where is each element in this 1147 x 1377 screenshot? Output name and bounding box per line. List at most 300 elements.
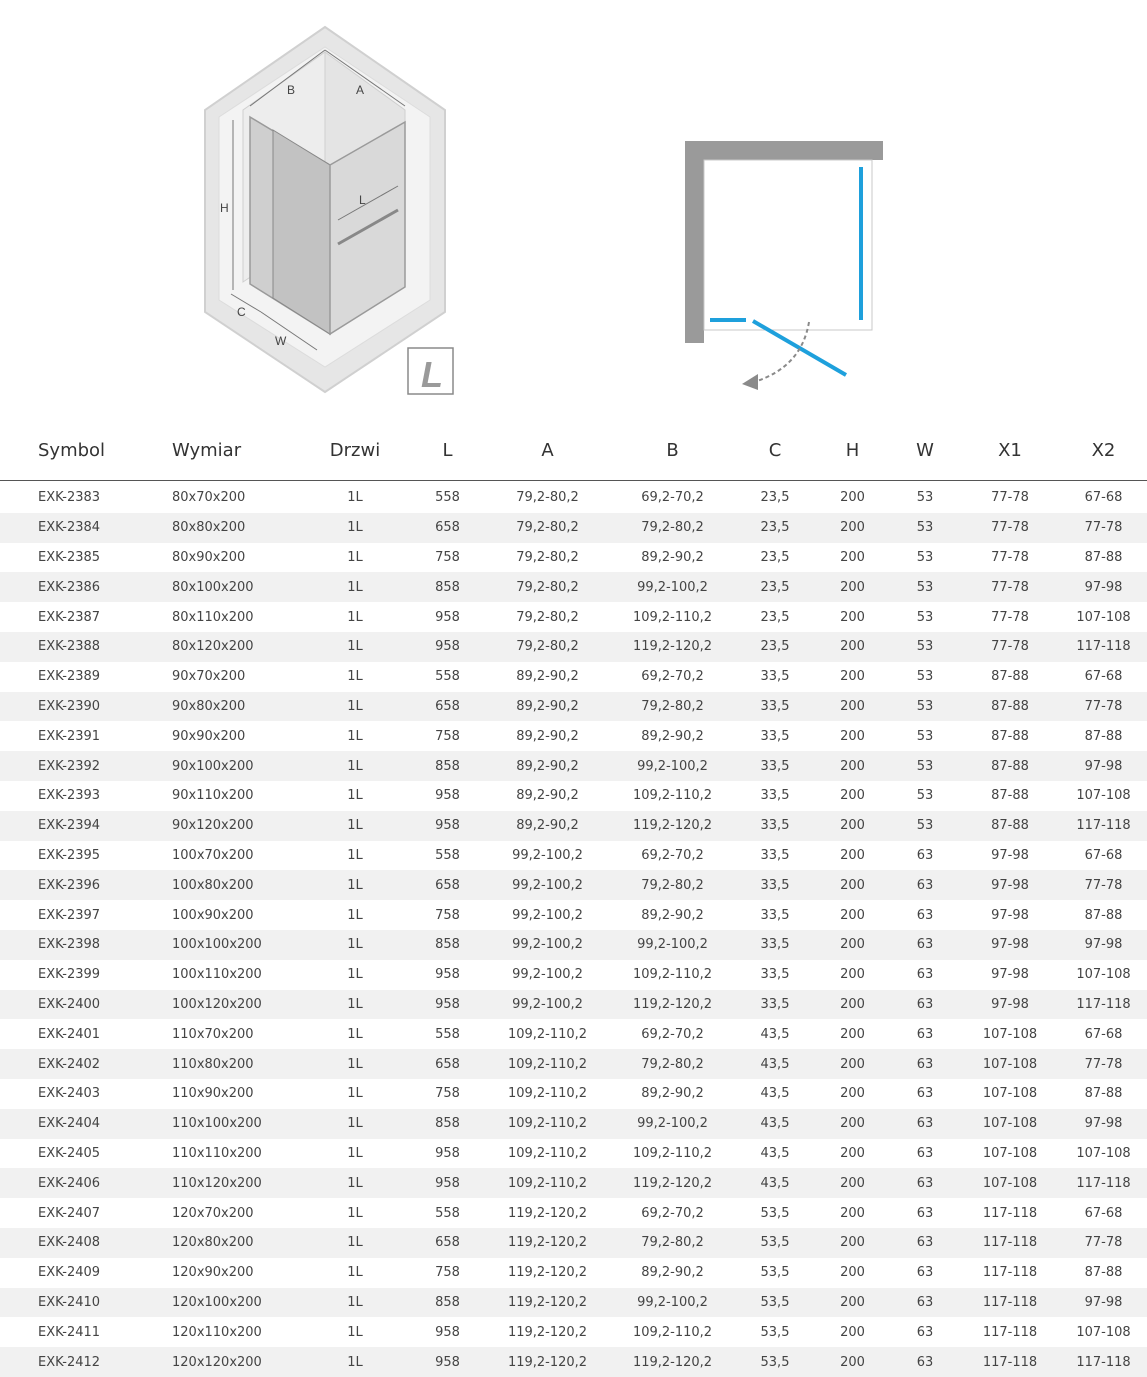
cell-x1: 87-88	[960, 751, 1060, 781]
cell-x1: 97-98	[991, 967, 1029, 983]
cell-x1: 77-78	[960, 572, 1060, 602]
cell-drzwi: 1L	[300, 1168, 410, 1198]
cell-w: 63	[890, 1049, 960, 1079]
cell-b: 109,2-110,2	[632, 788, 713, 804]
cell-wymiar: 120x90x200	[172, 1265, 254, 1281]
cell-c: 23,5	[760, 549, 790, 565]
cell-l: 658	[410, 692, 485, 722]
cell-w: 63	[916, 1265, 934, 1281]
cell-x1: 77-78	[960, 632, 1060, 662]
cell-x1: 97-98	[960, 930, 1060, 960]
cell-drzwi: 1L	[300, 692, 410, 722]
cell-a: 79,2-80,2	[516, 609, 579, 625]
cell-l: 858	[410, 930, 485, 960]
cell-drzwi: 1L	[300, 930, 410, 960]
cell-l: 958	[410, 811, 485, 841]
cell-b: 109,2-110,2	[632, 1145, 713, 1161]
cell-x2: 117-118	[1060, 1347, 1147, 1377]
cell-b: 89,2-90,2	[641, 907, 704, 923]
cell-b: 79,2-80,2	[610, 1049, 735, 1079]
cell-w: 63	[890, 1347, 960, 1377]
cell-wymiar: 80x110x200	[172, 609, 254, 625]
cell-l: 658	[410, 1049, 485, 1079]
cell-x2: 87-88	[1084, 728, 1123, 744]
cell-x1: 77-78	[991, 549, 1029, 565]
column-header-drzwi: Drzwi	[300, 420, 410, 481]
cell-x1: 117-118	[982, 1265, 1038, 1281]
cell-l: 658	[410, 513, 485, 543]
cell-h: 200	[815, 811, 890, 841]
cell-h: 200	[815, 870, 890, 900]
cell-w: 63	[916, 907, 934, 923]
table-row	[0, 692, 1147, 722]
cell-wymiar: 110x90x200	[172, 1086, 254, 1102]
cell-w: 63	[916, 1205, 934, 1221]
cell-b: 69,2-70,2	[641, 847, 704, 863]
cell-a: 89,2-90,2	[485, 692, 610, 722]
cell-wymiar: 80x100x200	[160, 572, 300, 602]
cell-h: 200	[815, 990, 890, 1020]
column-header-l: L	[410, 420, 485, 481]
cell-symbol: EXK-2408	[0, 1228, 160, 1258]
cell-wymiar: 120x110x200	[172, 1324, 262, 1340]
cell-c: 33,5	[760, 907, 790, 923]
tray-outline	[704, 160, 872, 330]
cell-drzwi: 1L	[300, 572, 410, 602]
cell-drzwi: 1L	[347, 490, 363, 506]
cell-drzwi: 1L	[300, 1109, 410, 1139]
cell-wymiar: 100x90x200	[172, 907, 254, 923]
cell-h: 200	[840, 847, 865, 863]
cell-x1: 117-118	[960, 1347, 1060, 1377]
cell-h: 200	[815, 513, 890, 543]
label-l: L	[359, 193, 366, 207]
cell-a: 119,2-120,2	[485, 1228, 610, 1258]
cell-symbol: EXK-2401	[38, 1026, 101, 1042]
cell-x2: 67-68	[1084, 490, 1123, 506]
cell-l: 558	[435, 490, 460, 506]
cell-symbol: EXK-2404	[0, 1109, 160, 1139]
table-row	[0, 513, 1147, 543]
cell-drzwi: 1L	[347, 788, 363, 804]
cell-a: 109,2-110,2	[485, 1109, 610, 1139]
column-header-symbol: Symbol	[0, 420, 160, 481]
cell-drzwi: 1L	[347, 1145, 363, 1161]
cell-x2: 87-88	[1084, 1265, 1123, 1281]
cell-c: 53,5	[735, 1288, 815, 1318]
cell-wymiar: 100x100x200	[160, 930, 300, 960]
cell-c: 33,5	[760, 967, 790, 983]
cell-drzwi: 1L	[347, 1205, 363, 1221]
cell-symbol: EXK-2388	[0, 632, 160, 662]
cell-drzwi: 1L	[347, 1026, 363, 1042]
product-figures	[0, 0, 1147, 420]
cell-h: 200	[840, 728, 865, 744]
cell-l: 858	[410, 751, 485, 781]
cell-x1: 107-108	[960, 1049, 1060, 1079]
cell-drzwi: 1L	[300, 870, 410, 900]
cell-x2: 87-88	[1084, 1086, 1123, 1102]
cell-h: 200	[815, 930, 890, 960]
cell-wymiar: 120x80x200	[160, 1228, 300, 1258]
cell-w: 63	[916, 1086, 934, 1102]
cell-a: 79,2-80,2	[516, 490, 579, 506]
cell-l: 558	[435, 847, 460, 863]
cell-h: 200	[815, 632, 890, 662]
table-row	[0, 1288, 1147, 1318]
table-row	[0, 481, 1147, 513]
cell-symbol: EXK-2395	[38, 847, 101, 863]
cell-l: 758	[435, 549, 460, 565]
cell-x1: 117-118	[960, 1228, 1060, 1258]
cell-x1: 107-108	[982, 1145, 1038, 1161]
table-row	[0, 1317, 1147, 1347]
cell-w: 63	[916, 967, 934, 983]
cell-c: 33,5	[735, 692, 815, 722]
table-row	[0, 960, 1147, 990]
cell-x2: 97-98	[1060, 751, 1147, 781]
cell-symbol: EXK-2394	[0, 811, 160, 841]
cell-h: 200	[840, 1205, 865, 1221]
cell-drzwi: 1L	[347, 847, 363, 863]
cell-drzwi: 1L	[347, 967, 363, 983]
table-header-row	[0, 420, 1147, 481]
door-swing-arrow	[754, 322, 809, 382]
cell-wymiar: 110x110x200	[172, 1145, 262, 1161]
cell-a: 119,2-120,2	[485, 1288, 610, 1318]
cell-h: 200	[815, 751, 890, 781]
cell-x2: 97-98	[1060, 572, 1147, 602]
cell-h: 200	[840, 1265, 865, 1281]
cell-symbol: EXK-2409	[38, 1265, 101, 1281]
cell-c: 23,5	[735, 632, 815, 662]
cell-symbol: EXK-2391	[38, 728, 101, 744]
cell-h: 200	[815, 1347, 890, 1377]
cell-h: 200	[815, 1109, 890, 1139]
cell-c: 33,5	[735, 870, 815, 900]
cell-symbol: EXK-2406	[0, 1168, 160, 1198]
table-row	[0, 1139, 1147, 1169]
cell-x2: 67-68	[1084, 669, 1123, 685]
cell-symbol: EXK-2384	[0, 513, 160, 543]
cell-symbol: EXK-2396	[0, 870, 160, 900]
table-body	[0, 481, 1147, 1377]
cell-w: 53	[890, 572, 960, 602]
cell-wymiar: 100x80x200	[160, 870, 300, 900]
cell-a: 99,2-100,2	[512, 907, 583, 923]
cell-x2: 67-68	[1084, 1026, 1123, 1042]
cell-w: 53	[890, 751, 960, 781]
cell-w: 53	[916, 609, 934, 625]
cell-a: 89,2-90,2	[516, 669, 579, 685]
cell-l: 558	[435, 669, 460, 685]
table-row	[0, 900, 1147, 930]
cell-symbol: EXK-2398	[0, 930, 160, 960]
table-row	[0, 781, 1147, 811]
column-header-x1: X1	[960, 420, 1060, 481]
cell-x2: 87-88	[1084, 907, 1123, 923]
cell-c: 23,5	[760, 609, 790, 625]
cell-symbol: EXK-2392	[0, 751, 160, 781]
cell-b: 119,2-120,2	[610, 1347, 735, 1377]
table-row	[0, 602, 1147, 632]
cell-a: 119,2-120,2	[507, 1205, 588, 1221]
cell-x2: 67-68	[1084, 1205, 1123, 1221]
cell-x2: 77-78	[1060, 692, 1147, 722]
table-row	[0, 1198, 1147, 1228]
cell-x2: 107-108	[1076, 967, 1131, 983]
cell-l: 558	[435, 1026, 460, 1042]
cell-a: 119,2-120,2	[507, 1324, 588, 1340]
cell-a: 99,2-100,2	[512, 847, 583, 863]
column-header-w: W	[890, 420, 960, 481]
cell-symbol: EXK-2383	[38, 490, 101, 506]
cell-a: 99,2-100,2	[485, 870, 610, 900]
cell-a: 79,2-80,2	[485, 572, 610, 602]
cell-wymiar: 80x90x200	[172, 549, 246, 565]
table-row	[0, 811, 1147, 841]
cell-c: 33,5	[760, 728, 790, 744]
cell-drzwi: 1L	[300, 990, 410, 1020]
cell-b: 89,2-90,2	[641, 549, 704, 565]
cell-c: 33,5	[760, 788, 790, 804]
cell-b: 119,2-120,2	[610, 990, 735, 1020]
cell-c: 53,5	[735, 1347, 815, 1377]
cell-x2: 97-98	[1060, 1109, 1147, 1139]
cell-a: 79,2-80,2	[485, 513, 610, 543]
cell-c: 53,5	[760, 1324, 790, 1340]
cell-h: 200	[840, 609, 865, 625]
cell-l: 958	[410, 990, 485, 1020]
cell-x1: 117-118	[982, 1324, 1038, 1340]
cell-b: 119,2-120,2	[610, 811, 735, 841]
column-header-h: H	[815, 420, 890, 481]
cell-wymiar: 110x100x200	[160, 1109, 300, 1139]
cell-wymiar: 120x70x200	[172, 1205, 254, 1221]
cell-a: 119,2-120,2	[485, 1347, 610, 1377]
cell-w: 63	[916, 1026, 934, 1042]
cell-b: 69,2-70,2	[641, 669, 704, 685]
cell-x2: 117-118	[1060, 811, 1147, 841]
cell-x1: 107-108	[960, 1168, 1060, 1198]
cell-x2: 97-98	[1060, 1288, 1147, 1318]
cell-symbol: EXK-2407	[38, 1205, 101, 1221]
cell-c: 43,5	[760, 1145, 790, 1161]
cell-a: 109,2-110,2	[485, 1168, 610, 1198]
cell-b: 69,2-70,2	[641, 490, 704, 506]
door-orientation-badge: L	[421, 354, 443, 395]
cell-w: 53	[916, 549, 934, 565]
cell-h: 200	[840, 1086, 865, 1102]
cell-l: 958	[435, 788, 460, 804]
cell-l: 658	[410, 1228, 485, 1258]
cell-b: 99,2-100,2	[610, 930, 735, 960]
cell-drzwi: 1L	[347, 669, 363, 685]
cell-w: 53	[916, 669, 934, 685]
table-row	[0, 1109, 1147, 1139]
cell-l: 958	[410, 1168, 485, 1198]
cell-x2: 107-108	[1076, 609, 1131, 625]
cell-a: 119,2-120,2	[507, 1265, 588, 1281]
cell-l: 758	[435, 728, 460, 744]
swing-door-glass	[753, 321, 846, 375]
cell-x2: 67-68	[1084, 847, 1123, 863]
cell-c: 43,5	[735, 1109, 815, 1139]
cell-l: 958	[435, 609, 460, 625]
cell-c: 33,5	[735, 751, 815, 781]
cell-drzwi: 1L	[300, 632, 410, 662]
cell-x2: 87-88	[1084, 549, 1123, 565]
table-row	[0, 1079, 1147, 1109]
cell-symbol: EXK-2386	[0, 572, 160, 602]
cell-x2: 117-118	[1060, 1168, 1147, 1198]
cell-b: 109,2-110,2	[632, 1324, 713, 1340]
cell-b: 79,2-80,2	[610, 1228, 735, 1258]
cell-symbol: EXK-2402	[0, 1049, 160, 1079]
cell-wymiar: 80x80x200	[160, 513, 300, 543]
table-row	[0, 990, 1147, 1020]
cell-w: 53	[890, 632, 960, 662]
cell-drzwi: 1L	[347, 549, 363, 565]
cell-w: 53	[916, 728, 934, 744]
cell-h: 200	[840, 490, 865, 506]
cell-x2: 117-118	[1060, 632, 1147, 662]
column-header-x2: X2	[1060, 420, 1147, 481]
cell-x1: 107-108	[982, 1026, 1038, 1042]
column-header-c: C	[735, 420, 815, 481]
cell-w: 63	[890, 1228, 960, 1258]
table-row	[0, 572, 1147, 602]
cell-l: 658	[410, 870, 485, 900]
table-row	[0, 930, 1147, 960]
table-row	[0, 721, 1147, 751]
cell-x1: 117-118	[960, 1288, 1060, 1318]
cell-c: 33,5	[735, 990, 815, 1020]
cell-l: 958	[410, 632, 485, 662]
cell-drzwi: 1L	[300, 513, 410, 543]
cell-b: 89,2-90,2	[641, 728, 704, 744]
cell-c: 33,5	[735, 930, 815, 960]
cell-h: 200	[840, 907, 865, 923]
cell-h: 200	[840, 1324, 865, 1340]
table-row	[0, 543, 1147, 573]
cell-a: 79,2-80,2	[485, 632, 610, 662]
cell-h: 200	[815, 1049, 890, 1079]
cell-symbol: EXK-2390	[0, 692, 160, 722]
cell-a: 89,2-90,2	[485, 811, 610, 841]
shower-enclosure-isometric-diagram	[195, 22, 465, 402]
cell-h: 200	[815, 1288, 890, 1318]
cell-c: 33,5	[735, 811, 815, 841]
table-row	[0, 1347, 1147, 1377]
cell-a: 99,2-100,2	[485, 990, 610, 1020]
cell-wymiar: 90x80x200	[160, 692, 300, 722]
cell-x1: 87-88	[991, 669, 1029, 685]
cell-wymiar: 90x120x200	[160, 811, 300, 841]
cell-x2: 77-78	[1060, 1228, 1147, 1258]
cell-wymiar: 90x70x200	[172, 669, 246, 685]
cell-drzwi: 1L	[347, 1086, 363, 1102]
cell-a: 99,2-100,2	[512, 967, 583, 983]
cell-w: 63	[916, 847, 934, 863]
cell-c: 43,5	[735, 1168, 815, 1198]
cell-drzwi: 1L	[300, 811, 410, 841]
cell-wymiar: 80x70x200	[172, 490, 246, 506]
cell-drzwi: 1L	[347, 1324, 363, 1340]
cell-x1: 107-108	[982, 1086, 1038, 1102]
cell-b: 99,2-100,2	[610, 1109, 735, 1139]
cell-drzwi: 1L	[300, 751, 410, 781]
cell-w: 63	[890, 1288, 960, 1318]
cell-x1: 107-108	[960, 1109, 1060, 1139]
table-row	[0, 1019, 1147, 1049]
cell-symbol: EXK-2405	[38, 1145, 101, 1161]
cell-symbol: EXK-2410	[0, 1288, 160, 1318]
cell-b: 69,2-70,2	[641, 1205, 704, 1221]
cell-h: 200	[815, 1228, 890, 1258]
cell-a: 99,2-100,2	[485, 930, 610, 960]
table-row	[0, 870, 1147, 900]
cell-symbol: EXK-2397	[38, 907, 101, 923]
cell-symbol: EXK-2387	[38, 609, 101, 625]
cell-l: 958	[435, 967, 460, 983]
cell-w: 53	[890, 513, 960, 543]
arrow-head	[742, 374, 758, 390]
cell-w: 53	[916, 490, 934, 506]
cell-w: 63	[916, 1145, 934, 1161]
cell-w: 63	[890, 1109, 960, 1139]
wall-left	[685, 141, 704, 343]
cell-symbol: EXK-2399	[38, 967, 101, 983]
cell-x1: 77-78	[960, 513, 1060, 543]
cell-x2: 77-78	[1060, 870, 1147, 900]
cell-b: 119,2-120,2	[610, 1168, 735, 1198]
cell-wymiar: 110x120x200	[160, 1168, 300, 1198]
cell-a: 89,2-90,2	[516, 728, 579, 744]
cell-x1: 77-78	[991, 490, 1029, 506]
cell-a: 89,2-90,2	[516, 788, 579, 804]
cell-x1: 77-78	[991, 609, 1029, 625]
cell-wymiar: 110x80x200	[160, 1049, 300, 1079]
cell-w: 53	[890, 811, 960, 841]
cell-x1: 117-118	[982, 1205, 1038, 1221]
cell-l: 758	[435, 1086, 460, 1102]
shower-plan-view-diagram	[676, 132, 891, 397]
cell-x2: 77-78	[1060, 513, 1147, 543]
cell-a: 89,2-90,2	[485, 751, 610, 781]
cell-h: 200	[840, 967, 865, 983]
cell-a: 109,2-110,2	[485, 1049, 610, 1079]
cell-b: 79,2-80,2	[610, 513, 735, 543]
cell-c: 53,5	[760, 1265, 790, 1281]
cell-x2: 117-118	[1060, 990, 1147, 1020]
table-row	[0, 1049, 1147, 1079]
cell-wymiar: 100x120x200	[160, 990, 300, 1020]
cell-h: 200	[815, 692, 890, 722]
table-row	[0, 1258, 1147, 1288]
cell-x1: 87-88	[991, 728, 1029, 744]
table-row	[0, 1228, 1147, 1258]
cell-l: 858	[410, 1109, 485, 1139]
cell-x2: 97-98	[1060, 930, 1147, 960]
cell-a: 109,2-110,2	[507, 1026, 588, 1042]
wall-top	[685, 141, 883, 160]
cell-l: 858	[410, 1288, 485, 1318]
label-a: A	[356, 83, 365, 97]
cell-l: 558	[435, 1205, 460, 1221]
cell-wymiar: 100x70x200	[172, 847, 254, 863]
cell-drzwi: 1L	[300, 1288, 410, 1318]
